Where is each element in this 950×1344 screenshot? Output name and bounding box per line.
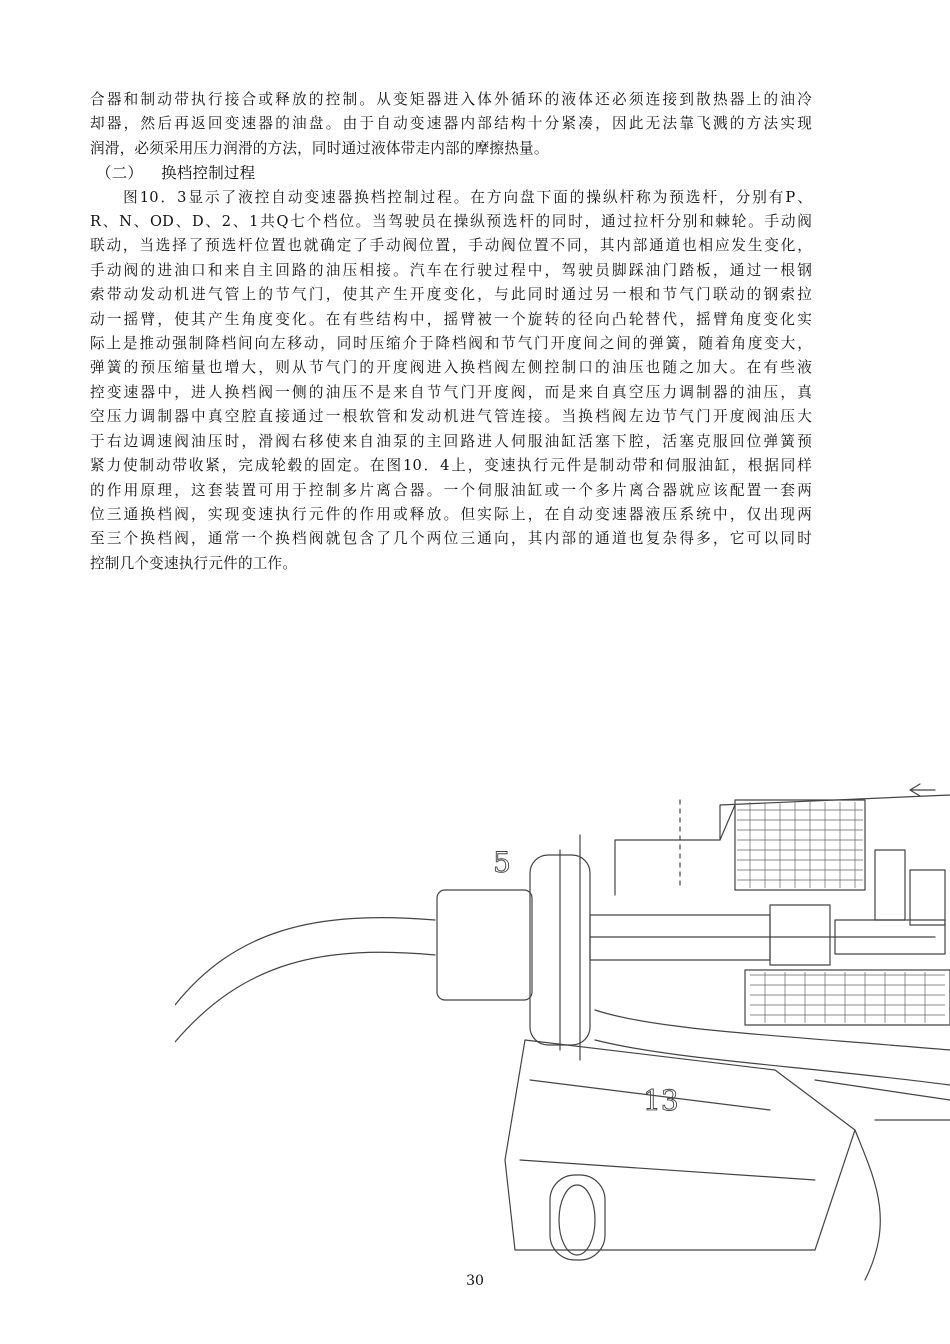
text-line: 联动，当选择了预选杆位置也就确定了手动阀位置，手动阀位置不同，其内部通道也相应发生变化， [90, 237, 812, 255]
transmission-illustration [175, 780, 950, 1300]
text-line: 的作用原理，这套装置可用于控制多片离合器。一个伺服油缸或一个多片离合器就应该配置一套两 [90, 481, 812, 499]
text-line: 际上是推动强制降档间向左移动，同时压缩介于降档阀和节气门开度间之间的弹簧，随着角度变大， [90, 335, 812, 353]
body-text [90, 88, 812, 576]
text-line: 动一摇臂，使其产生角度变化。在有些结构中，摇臂被一个旋转的径向凸轮替代，摇臂角度变化实 [90, 310, 812, 328]
text-line: 却器，然后再返回变速器的油盘。由于自动变速器内部结构十分紧凑，因此无法靠飞溅的方法实现 [90, 115, 812, 133]
text-line: 索带动发动机进气管上的节气门，使其产生开度变化，与此同时通过另一根和节气门联动的钢索拉 [90, 286, 812, 304]
text-line: 控制几个变速执行元件的工作。 [90, 554, 298, 572]
transmission-line-drawing [175, 780, 950, 1300]
figure-label-13: 13 [643, 1084, 679, 1117]
text-line: 润滑，必须采用压力润滑的方法，同时通过液体带走内部的摩擦热量。 [90, 139, 549, 157]
text-line: 弹簧的预压缩量也增大，则从节气门的开度阀进入换档阀左侧控制口的油压也随之加大。在有些液 [90, 359, 812, 377]
text-line: 位三通换档阀，实现变速执行元件的作用或释放。但实际上，在自动变速器液压系统中，仅出现两 [90, 505, 812, 523]
text-line: 至三个换档阀，通常一个换档阀就包含了几个两位三通向，其内部的通道也复杂得多，它可以同时 [90, 530, 812, 548]
section-heading [90, 161, 812, 185]
figure-label-5: 5 [493, 846, 511, 879]
text-line: 图10．3显示了液控自动变速器换档控制过程。在方向盘下面的操纵杆称为预选杆，分别有P、 [90, 188, 812, 206]
text-line: 于右边调速阀油压时，滑阀右移使来自油泵的主回路进人伺服油缸活塞下腔，活塞克服回位弹簧预 [90, 432, 812, 450]
text-line: 手动阀的进油口和来自主回路的油压相接。汽车在行驶过程中，驾驶员脚踩油门踏板，通过一根钢 [90, 261, 812, 279]
section-number: （二） [96, 164, 144, 183]
paragraph-1 [90, 88, 812, 161]
text-line: 合器和制动带执行接合或释放的控制。从变矩器进入体外循环的液体还必须连接到散热器上的油冷 [90, 91, 812, 108]
text-line: 空压力调制器中真空腔直接通过一根软管和发动机进气管连接。当换档阀左边节气门开度阀油压大 [90, 408, 812, 426]
page-number: 30 [466, 1273, 484, 1289]
text-line: 控变速器中，进人换档阀一侧的油压不是来自节气门开度阀，而是来自真空压力调制器的油压，真 [90, 383, 812, 401]
paragraph-2 [90, 186, 812, 577]
text-line: R、N、OD、D、2、1共Q七个档位。当驾驶员在操纵预选杆的同时，通过拉杆分别和棘轮。手动阀 [90, 213, 812, 231]
text-line: 紧力使制动带收紧，完成轮毂的固定。在图10．4上，变速执行元件是制动带和伺服油缸，根据同样 [90, 457, 812, 475]
section-title: 换档控制过程 [161, 164, 256, 183]
